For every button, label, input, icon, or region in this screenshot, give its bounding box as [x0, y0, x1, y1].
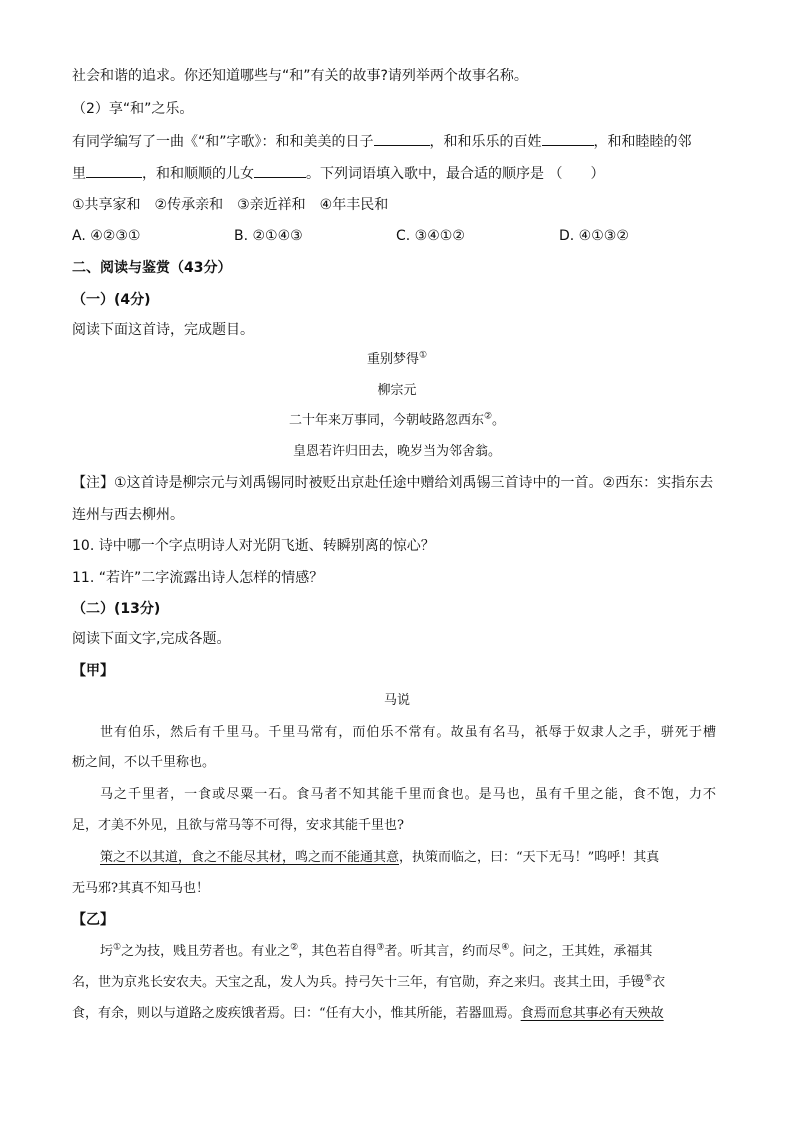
question-intro-line: 社会和谐的追求。你还知道哪些与“和”有关的故事?请列举两个故事名称。: [72, 68, 528, 84]
blank-3[interactable]: [86, 163, 142, 178]
underlined-sentence-2: 食焉而怠其事必有天殃故: [520, 1006, 664, 1021]
jia-p1-line1: 世有伯乐，然后有千里马。千里马常有，而伯乐不常有。故虽有名马，祇辱于奴隶人之手，骈死于槽: [100, 725, 716, 740]
yi-p1-line3: 食，有余，则以与道路之废疾饿者焉。曰：“任有大小，惟其所能，若器皿焉。食焉而怠其事必有天殃故: [72, 1006, 664, 1021]
yi-p1-line2: 名，世为京兆长安农夫。天宝之乱，发人为兵。持弓矢十三年，有官勋，弃之来归。丧其土田，手镘⑤衣: [72, 973, 666, 990]
blank-4[interactable]: [254, 163, 306, 178]
jia-p1-line2: 枥之间，不以千里称也。: [72, 755, 216, 770]
jia-p2-line1: 马之千里者，一食或尽粟一石。食马者不知其能千里而食也。是马也，虽有千里之能，食不饱，力不: [100, 787, 716, 802]
part-1-title: （一）(4分): [72, 292, 151, 308]
blank-2[interactable]: [542, 131, 594, 146]
jia-p3-line1: 策之不以其道，食之不能尽其材，鸣之而不能通其意，执策而临之，曰：“天下无马！”呜呼！其真: [100, 850, 660, 865]
yi-p1-line1: 圬①之为技，贱且劳者也。有业之②，其色若自得③者。听其言，约而尽④。问之，王其姓，承福其: [100, 942, 653, 959]
part-2-title: （二）(13分): [72, 601, 161, 617]
option-d[interactable]: D. ④①③②: [559, 228, 629, 244]
option-c[interactable]: C. ③④①②: [396, 228, 465, 244]
blank-1[interactable]: [374, 131, 430, 146]
poem-line-1: 二十年来万事同，今朝岐路忽西东②。: [288, 411, 506, 428]
option-b[interactable]: B. ②①④③: [234, 228, 303, 244]
jia-p2-line2: 足，才美不外见，且欲与常马等不可得，安求其能千里也?: [72, 818, 404, 833]
annotation-line-2: 连州与西去柳州。: [72, 507, 184, 523]
yi-label: 【乙】: [72, 912, 114, 928]
part-1-instruction: 阅读下面这首诗，完成题目。: [72, 322, 254, 338]
poem-author: 柳宗元: [377, 383, 417, 398]
section-2-title: 二、阅读与鉴赏（43分）: [72, 260, 232, 276]
song-line-2: 里 ，和和顺顺的儿女 。下列词语填入歌中，最合适的顺序是 （ ）: [72, 163, 604, 184]
question-11: 11. “若许”二字流露出诗人怎样的情感？: [72, 570, 324, 586]
poem-title: 重别梦得①: [366, 350, 428, 367]
jia-p3-line2: 无马邪?其真不知马也！: [72, 881, 209, 896]
jia-title: 马说: [383, 693, 410, 708]
part-2-instruction: 阅读下面文字,完成各题。: [72, 631, 231, 647]
phrase-list: ①共享家和 ②传承亲和 ③亲近祥和 ④年丰民和: [72, 197, 389, 213]
poem-line-2: 皇恩若许归田去，晚岁当为邻舍翁。: [292, 444, 501, 459]
option-a[interactable]: A. ④②③①: [72, 228, 141, 244]
song-line-1: 有同学编写了一曲《“和”字歌》：和和美美的日子 ，和和乐乐的百姓 ，和和睦睦的邻: [72, 131, 692, 152]
underlined-sentence: 策之不以其道，食之不能尽其材，鸣之而不能通其意: [100, 850, 400, 865]
question-10: 10. 诗中哪一个字点明诗人对光阴飞逝、转瞬别离的惊心？: [72, 538, 435, 554]
question-2-title: （2）享“和”之乐。: [72, 101, 194, 117]
annotation-line-1: 【注】①这首诗是柳宗元与刘禹锡同时被贬出京赴任途中赠给刘禹锡三首诗中的一首。②西东：实指东去: [72, 475, 714, 491]
jia-label: 【甲】: [72, 663, 114, 679]
